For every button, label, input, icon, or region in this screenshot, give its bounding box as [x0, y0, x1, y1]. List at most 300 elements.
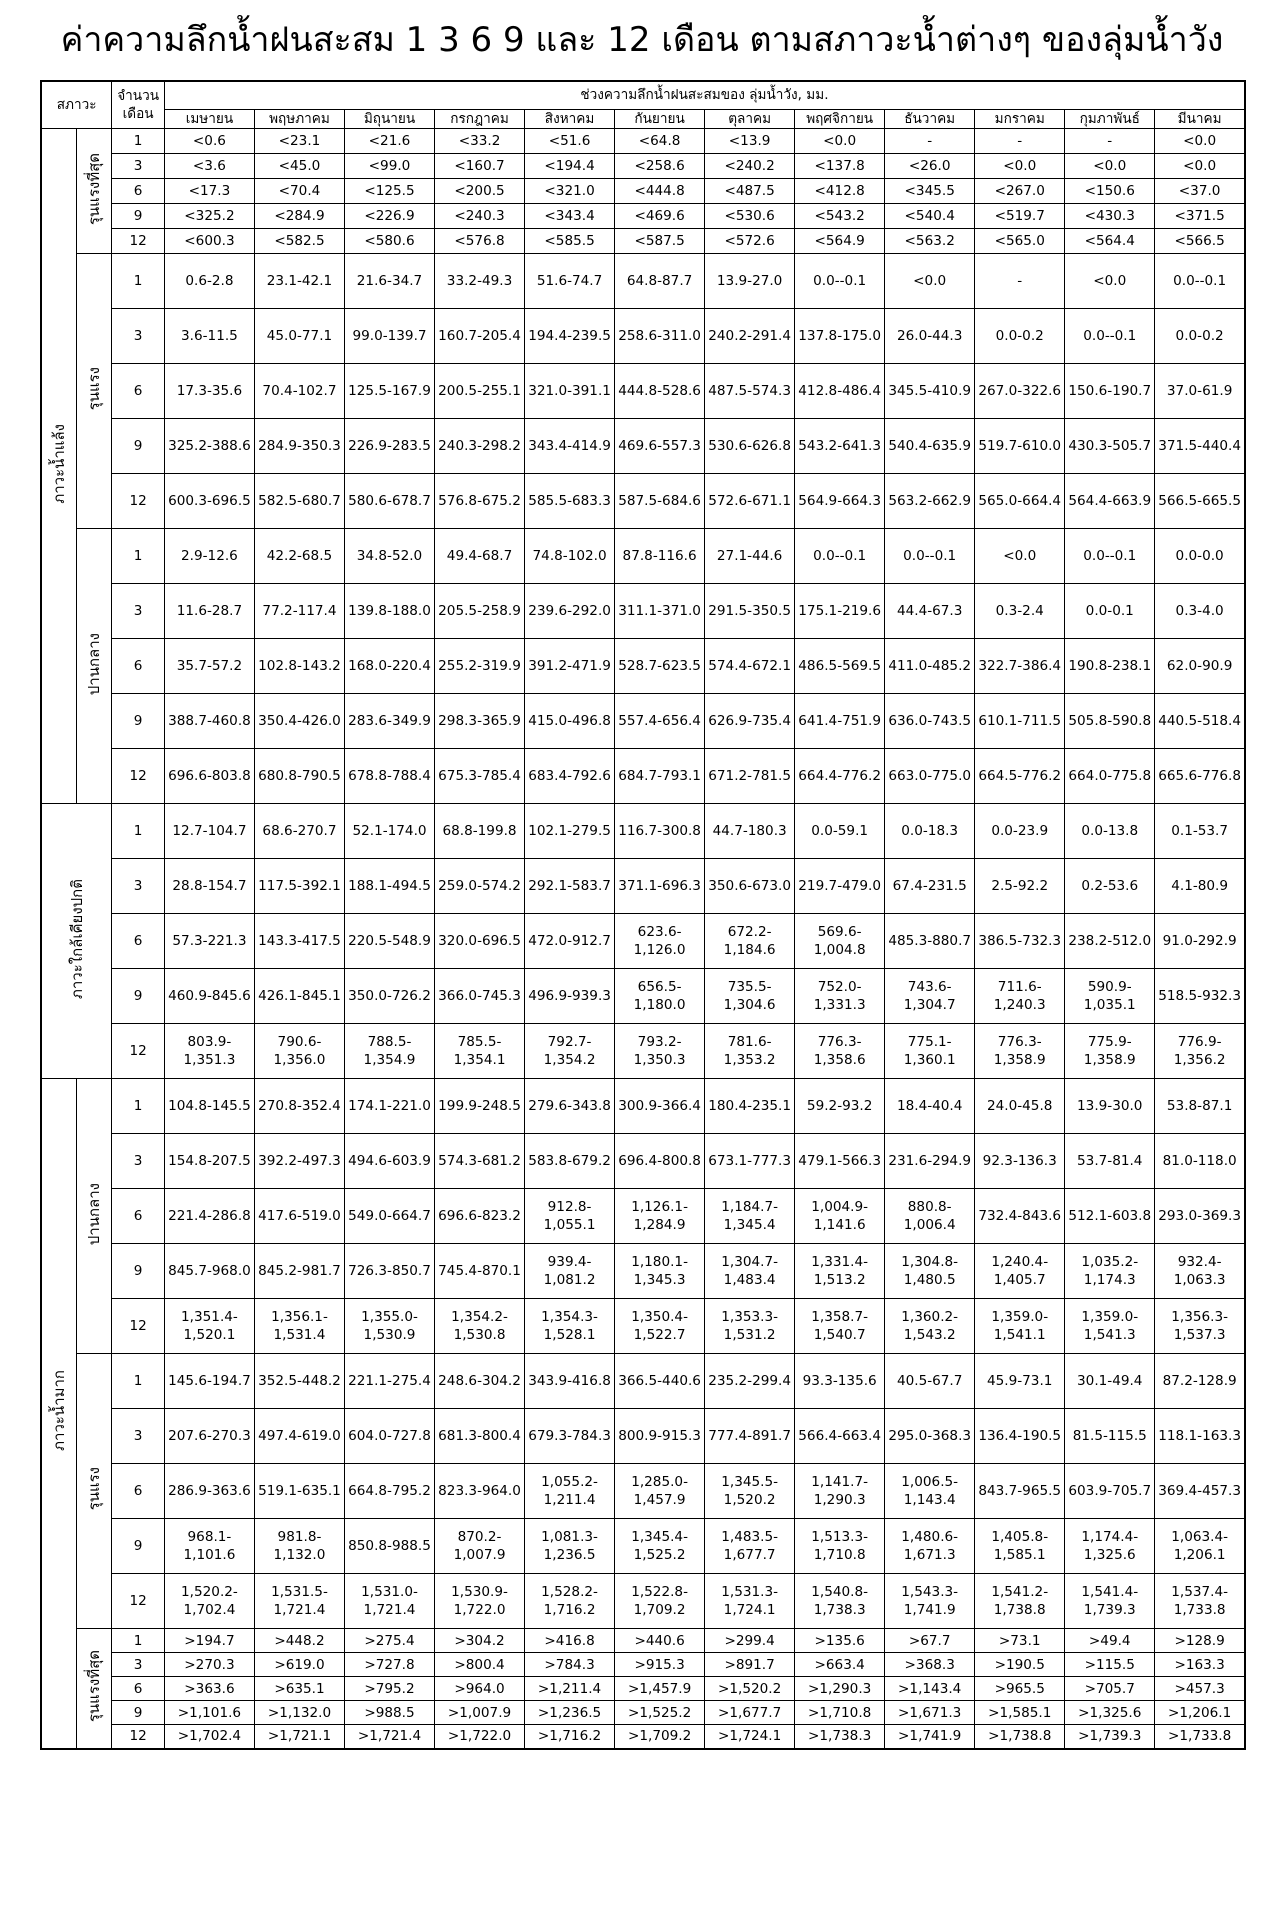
months-count-cell: 1	[112, 804, 165, 859]
value-cell	[1065, 694, 1155, 749]
value-line: 1,709.2	[633, 1602, 686, 1619]
value-cell	[164, 1677, 254, 1701]
value-line: 30.1-49.4	[1077, 1373, 1143, 1390]
value-line: >619.0	[274, 1656, 325, 1673]
value-cell	[344, 1701, 434, 1725]
value-line: >1,710.8	[808, 1704, 872, 1721]
value-cell	[525, 694, 615, 749]
value-line: <582.5	[274, 233, 325, 250]
value-line: <150.6	[1084, 183, 1135, 200]
value-line: 0.0-0.0	[1175, 548, 1224, 565]
value-line: 219.7-479.0	[798, 878, 882, 895]
value-cell	[1065, 1409, 1155, 1464]
range-header: ช่วงความลึกน้ำฝนสะสมของ ลุ่มน้ำวัง, มม.	[164, 81, 1245, 110]
value-line: 939.4-	[547, 1254, 592, 1270]
value-line: 91.0-292.9	[1162, 933, 1237, 950]
value-line: 543.2-641.3	[798, 438, 882, 455]
value-cell	[885, 419, 975, 474]
value-cell	[344, 1519, 434, 1574]
value-line: <0.0	[1183, 133, 1217, 150]
value-cell	[344, 1189, 434, 1244]
value-line: 1,174.3	[1083, 1272, 1136, 1289]
table-row	[41, 364, 1245, 419]
value-cell	[164, 1574, 254, 1629]
value-cell	[1065, 179, 1155, 204]
month-header-12: มีนาคม	[1155, 110, 1245, 129]
value-line: 675.3-785.4	[438, 768, 521, 785]
value-line: 258.6-311.0	[618, 328, 701, 345]
value-line: 0.3-2.4	[995, 603, 1044, 620]
value-cell	[975, 179, 1065, 204]
value-line: 104.8-145.5	[168, 1098, 251, 1115]
value-cell	[435, 1079, 525, 1134]
value-line: <412.8	[814, 183, 865, 200]
value-cell	[164, 1079, 254, 1134]
value-line: 411.0-485.2	[888, 658, 972, 675]
value-cell	[525, 1677, 615, 1701]
value-line: 696.4-800.8	[618, 1153, 701, 1170]
value-line: 286.9-363.6	[168, 1483, 251, 1500]
value-cell	[525, 529, 615, 584]
value-line: >705.7	[1084, 1680, 1135, 1697]
value-cell	[1155, 529, 1245, 584]
value-line: 1,007.9	[453, 1547, 506, 1564]
value-cell	[1155, 859, 1245, 914]
value-line: 1,356.3-	[1171, 1309, 1229, 1325]
value-cell	[705, 1244, 795, 1299]
value-cell	[525, 1701, 615, 1725]
value-line: 118.1-163.3	[1158, 1428, 1241, 1445]
value-cell	[1155, 1519, 1245, 1574]
value-cell	[975, 1134, 1065, 1189]
value-line: >1,457.9	[627, 1680, 692, 1697]
value-cell	[435, 804, 525, 859]
value-line: 259.0-574.2	[438, 878, 521, 895]
value-cell	[525, 639, 615, 694]
value-cell	[254, 1701, 344, 1725]
value-cell	[344, 1299, 434, 1354]
value-line: 168.0-220.4	[348, 658, 431, 675]
value-line: 37.0-61.9	[1166, 383, 1233, 400]
value-cell	[705, 859, 795, 914]
value-line: 540.4-635.9	[888, 438, 972, 455]
months-count-cell: 6	[112, 179, 165, 204]
table-row	[41, 1519, 1245, 1574]
value-cell	[615, 179, 705, 204]
value-line: 1,702.4	[183, 1602, 236, 1619]
value-line: 3.6-11.5	[181, 328, 238, 345]
value-line: 293.0-369.3	[1158, 1208, 1241, 1225]
value-cell	[344, 859, 434, 914]
value-line: 880.8-	[907, 1199, 952, 1215]
value-cell	[1065, 1464, 1155, 1519]
value-cell	[705, 804, 795, 859]
value-line: 1,304.6	[723, 997, 776, 1014]
value-line: 1,345.4-	[631, 1529, 688, 1545]
value-line: 1,143.4	[903, 1492, 956, 1509]
value-cell	[435, 969, 525, 1024]
value-line: <200.5	[454, 183, 505, 200]
value-line: 1,081.2	[543, 1272, 596, 1289]
value-line: 74.8-102.0	[532, 548, 607, 565]
value-cell	[164, 1299, 254, 1354]
value-line: 366.0-745.3	[438, 988, 521, 1005]
value-line: >1,741.9	[898, 1728, 962, 1745]
table-row	[41, 584, 1245, 639]
category-label: ภาวะใกล้เคียงปกติ	[67, 878, 86, 999]
value-line: <564.4	[1084, 233, 1135, 250]
value-line: 0.0-59.1	[811, 823, 869, 840]
value-cell	[435, 1134, 525, 1189]
value-cell	[1065, 914, 1155, 969]
state-header: สภาวะ	[41, 81, 112, 129]
value-line: 512.1-603.8	[1068, 1208, 1152, 1225]
value-line: 486.5-569.5	[798, 658, 882, 675]
value-cell	[975, 1189, 1065, 1244]
value-cell	[1155, 179, 1245, 204]
value-line: >1,739.3	[1078, 1728, 1142, 1745]
months-count-cell: 1	[112, 254, 165, 309]
value-line: 2.5-92.2	[991, 878, 1049, 895]
value-cell	[885, 1701, 975, 1725]
value-line: >1,721.1	[267, 1728, 332, 1745]
value-line: >1,520.2	[717, 1680, 782, 1697]
value-cell	[615, 1299, 705, 1354]
value-cell	[615, 584, 705, 639]
value-line: 1,480.5	[903, 1272, 956, 1289]
months-count-cell: 9	[112, 1244, 165, 1299]
value-cell	[164, 1024, 254, 1079]
value-cell	[164, 969, 254, 1024]
value-line: >1,738.3	[808, 1728, 872, 1745]
value-line: -	[1107, 133, 1113, 150]
value-cell	[254, 804, 344, 859]
value-cell	[795, 229, 885, 254]
value-line: 1,721.4	[273, 1602, 326, 1619]
value-cell	[1155, 969, 1245, 1024]
value-line: 388.7-460.8	[168, 713, 251, 730]
value-line: <240.3	[454, 208, 505, 225]
value-line: 0.3-4.0	[1175, 603, 1224, 620]
value-line: 320.0-696.5	[438, 933, 521, 950]
value-line: 1,360.1	[903, 1052, 956, 1069]
value-line: 283.6-349.9	[348, 713, 431, 730]
value-line: 870.2-	[457, 1529, 502, 1545]
value-line: >457.3	[1174, 1680, 1225, 1697]
value-line: 1,541.4-	[1081, 1584, 1139, 1600]
value-line: 549.0-664.7	[348, 1208, 431, 1225]
value-cell	[975, 749, 1065, 804]
value-line: 1,716.2	[543, 1602, 596, 1619]
value-cell	[1065, 309, 1155, 364]
value-cell	[615, 1409, 705, 1464]
value-line: 4.1-80.9	[1171, 878, 1229, 895]
value-cell	[705, 229, 795, 254]
subcategory-cell	[76, 254, 111, 529]
value-cell	[615, 1244, 705, 1299]
value-line: 1,355.0-	[361, 1309, 418, 1325]
value-cell	[164, 804, 254, 859]
value-line: 671.2-781.5	[708, 768, 791, 785]
months-count-cell: 1	[112, 1629, 165, 1653]
value-line: 564.4-663.9	[1068, 493, 1152, 510]
table-row	[41, 969, 1245, 1024]
value-line: 343.9-416.8	[528, 1373, 611, 1390]
value-line: 42.2-68.5	[266, 548, 333, 565]
value-cell	[1065, 529, 1155, 584]
value-line: <0.0	[1003, 548, 1037, 565]
value-line: 92.3-136.3	[982, 1153, 1057, 1170]
value-cell	[254, 1354, 344, 1409]
value-line: >663.4	[814, 1656, 865, 1673]
value-cell	[705, 1354, 795, 1409]
value-line: 487.5-574.3	[708, 383, 791, 400]
months-count-cell: 12	[112, 474, 165, 529]
value-line: 255.2-319.9	[438, 658, 521, 675]
value-cell	[344, 529, 434, 584]
value-line: <51.6	[548, 133, 591, 150]
value-line: 1,531.3-	[721, 1584, 779, 1600]
value-cell	[1155, 129, 1245, 154]
value-line: 1,035.1	[1083, 997, 1136, 1014]
value-cell	[1155, 254, 1245, 309]
value-cell	[1065, 859, 1155, 914]
value-line: 1,677.7	[723, 1547, 776, 1564]
value-cell	[344, 1024, 434, 1079]
value-cell	[705, 474, 795, 529]
months-count-cell: 6	[112, 1189, 165, 1244]
value-line: -	[1017, 133, 1023, 150]
value-line: 23.1-42.1	[266, 273, 333, 290]
value-cell	[1065, 1574, 1155, 1629]
value-line: 231.6-294.9	[888, 1153, 972, 1170]
month-header-8: พฤศจิกายน	[795, 110, 885, 129]
value-line: 430.3-505.7	[1068, 438, 1152, 455]
value-line: 696.6-823.2	[438, 1208, 521, 1225]
value-cell	[975, 204, 1065, 229]
value-cell	[615, 1653, 705, 1677]
value-line: >1,585.1	[988, 1704, 1052, 1721]
value-cell	[795, 969, 885, 1024]
value-line: 745.4-870.1	[438, 1263, 521, 1280]
value-cell	[435, 1024, 525, 1079]
value-line: 1,174.4-	[1081, 1529, 1139, 1545]
value-line: 563.2-662.9	[888, 493, 972, 510]
value-cell	[975, 254, 1065, 309]
value-line: 572.6-671.1	[708, 493, 791, 510]
value-line: 345.5-410.9	[888, 383, 972, 400]
value-cell	[525, 1079, 615, 1134]
value-line: 417.6-519.0	[258, 1208, 341, 1225]
value-line: 1,055.1	[543, 1217, 596, 1234]
value-line: 145.6-194.7	[168, 1373, 251, 1390]
value-cell	[615, 204, 705, 229]
value-cell	[795, 1134, 885, 1189]
table-row	[41, 179, 1245, 204]
value-cell	[435, 694, 525, 749]
value-line: <258.6	[634, 158, 685, 175]
value-cell	[435, 1653, 525, 1677]
month-header-10: มกราคม	[975, 110, 1065, 129]
table-row	[41, 804, 1245, 859]
value-cell	[1065, 129, 1155, 154]
value-line: 1,304.7	[903, 997, 956, 1014]
value-cell	[975, 1701, 1065, 1725]
value-cell	[164, 474, 254, 529]
value-line: <0.0	[1093, 273, 1127, 290]
rainfall-table	[40, 80, 1246, 1750]
value-cell	[885, 914, 975, 969]
value-line: >299.4	[724, 1632, 775, 1649]
value-cell	[705, 529, 795, 584]
value-line: >1,738.8	[988, 1728, 1052, 1745]
value-cell	[975, 639, 1065, 694]
value-line: >115.5	[1084, 1656, 1135, 1673]
value-cell	[254, 1629, 344, 1653]
value-cell	[254, 1299, 344, 1354]
value-cell	[525, 474, 615, 529]
months-count-cell: 12	[112, 1024, 165, 1079]
value-cell	[164, 229, 254, 254]
value-cell	[344, 1354, 434, 1409]
value-cell	[164, 1725, 254, 1749]
value-cell	[525, 254, 615, 309]
value-cell	[795, 694, 885, 749]
value-cell	[885, 1134, 975, 1189]
value-line: 1,285.0-	[631, 1474, 688, 1490]
value-cell	[1155, 364, 1245, 419]
value-line: >1,007.9	[447, 1704, 512, 1721]
value-line: 664.5-776.2	[978, 768, 1062, 785]
value-line: 1,738.8	[993, 1602, 1046, 1619]
months-count-cell: 1	[112, 1079, 165, 1134]
value-cell	[1065, 1725, 1155, 1749]
value-line: 1,350.3	[633, 1052, 686, 1069]
value-line: 565.0-664.4	[978, 493, 1062, 510]
value-cell	[435, 1409, 525, 1464]
value-line: 803.9-	[187, 1034, 232, 1050]
value-cell	[975, 969, 1065, 1024]
value-cell	[615, 529, 705, 584]
value-line: 1,724.1	[723, 1602, 776, 1619]
value-cell	[615, 1574, 705, 1629]
value-cell	[164, 584, 254, 639]
value-line: 0.0--0.1	[903, 548, 957, 565]
value-line: 665.6-776.8	[1158, 768, 1241, 785]
subcategory-cell	[76, 1354, 111, 1629]
value-cell	[435, 229, 525, 254]
value-line: 519.7-610.0	[978, 438, 1062, 455]
value-line: <13.9	[728, 133, 771, 150]
value-cell	[254, 1134, 344, 1189]
value-line: 1,525.2	[633, 1547, 686, 1564]
value-line: >1,211.4	[537, 1680, 602, 1697]
value-cell	[164, 529, 254, 584]
value-cell	[164, 1653, 254, 1677]
value-line: >190.5	[994, 1656, 1045, 1673]
value-cell	[164, 1519, 254, 1574]
value-cell	[164, 1701, 254, 1725]
month-header-5: สิงหาคม	[525, 110, 615, 129]
table-row	[41, 1299, 1245, 1354]
subcategory-label: รุนแรงที่สุด	[84, 152, 103, 225]
value-cell	[254, 1464, 344, 1519]
value-line: 1,063.3	[1173, 1272, 1226, 1289]
value-line: 1,141.6	[813, 1217, 866, 1234]
value-cell	[525, 1464, 615, 1519]
value-line: 284.9-350.3	[258, 438, 341, 455]
value-line: >964.0	[454, 1680, 505, 1697]
value-cell	[795, 204, 885, 229]
value-line: 11.6-28.7	[176, 603, 243, 620]
value-line: 743.6-	[907, 979, 952, 995]
value-line: 1,540.7	[813, 1327, 866, 1344]
value-line: 350.6-673.0	[708, 878, 791, 895]
value-line: 1,350.4-	[631, 1309, 688, 1325]
value-cell	[975, 1244, 1065, 1299]
value-cell	[885, 1189, 975, 1244]
value-cell	[1155, 584, 1245, 639]
value-cell	[254, 639, 344, 694]
value-line: 440.5-518.4	[1158, 713, 1241, 730]
value-line: 292.1-583.7	[528, 878, 611, 895]
value-line: <137.8	[814, 158, 865, 175]
months-count-cell: 12	[112, 229, 165, 254]
value-line: >49.4	[1088, 1632, 1131, 1649]
value-line: 1,541.3	[1083, 1327, 1136, 1344]
value-cell	[705, 1134, 795, 1189]
category-label: ภาวะน้ำมาก	[49, 1370, 68, 1452]
value-line: 350.4-426.0	[258, 713, 341, 730]
value-line: >1,671.3	[898, 1704, 962, 1721]
months-count-cell: 6	[112, 639, 165, 694]
value-line: 1,483.5-	[721, 1529, 779, 1545]
month-header-11: กุมภาพันธ์	[1065, 110, 1155, 129]
value-line: <37.0	[1178, 183, 1221, 200]
months-count-cell: 12	[112, 749, 165, 804]
value-line: >270.3	[184, 1656, 235, 1673]
value-cell	[975, 1574, 1065, 1629]
value-cell	[705, 1725, 795, 1749]
value-line: 235.2-299.4	[708, 1373, 791, 1390]
value-cell	[975, 1725, 1065, 1749]
value-line: 53.8-87.1	[1166, 1098, 1233, 1115]
value-line: 17.3-35.6	[176, 383, 243, 400]
value-line: 64.8-87.7	[626, 273, 693, 290]
value-line: <487.5	[724, 183, 775, 200]
value-line: 34.8-52.0	[356, 548, 423, 565]
table-row	[41, 1409, 1245, 1464]
value-cell	[795, 914, 885, 969]
category-label: ภาวะน้ำแล้ง	[49, 423, 68, 504]
value-cell	[885, 229, 975, 254]
value-line: 1,180.1-	[631, 1254, 688, 1270]
value-line: 1,520.1	[183, 1327, 236, 1344]
value-cell	[975, 154, 1065, 179]
value-cell	[435, 1677, 525, 1701]
value-line: 566.4-663.4	[798, 1428, 882, 1445]
value-line: 843.7-965.5	[978, 1483, 1062, 1500]
value-line: 1,358.7-	[811, 1309, 869, 1325]
months-count-cell: 3	[112, 1409, 165, 1464]
value-cell	[615, 859, 705, 914]
value-line: 1,671.3	[903, 1547, 956, 1564]
value-line: 0.0--0.1	[813, 548, 867, 565]
value-cell	[254, 749, 344, 804]
value-line: 426.1-845.1	[258, 988, 341, 1005]
value-line: 775.1-	[907, 1034, 952, 1050]
value-cell	[1065, 204, 1155, 229]
